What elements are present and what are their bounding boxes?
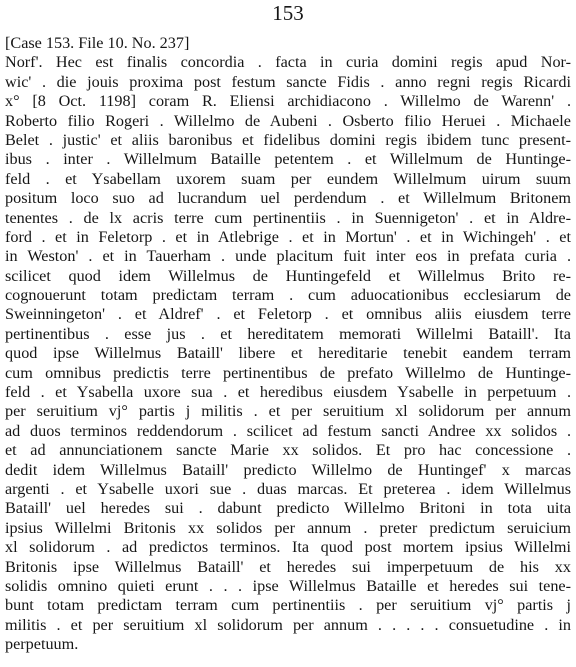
text-line: ford . et in Feletorp . et in Atlebrige . et in Mortun' . et in Wichingeh' . et [5, 227, 571, 246]
text-line: Roberto filio Rogeri . Willelmo de Aubeni . Osberto filio Heruei . Michaele [5, 111, 571, 130]
text-line: positum loco suo ad lucrandum uel perdendum . et Willelmum Britonem [5, 189, 571, 208]
text-line: Bataill' uel heredes sui . dabunt predicto Willelmo Britoni in tota uita [5, 499, 571, 518]
text-line: cognouerunt totam predictam terram . cum aduocationibus ecclesiarum de [5, 286, 571, 305]
text-line: ad duos terminos reddendorum . scilicet ad festum sancti Andree xx solidos . [5, 421, 571, 440]
text-line: x° [8 Oct. 1198] coram R. Eliensi archidiacono . Willelmo de Warenn' . [5, 92, 571, 111]
text-line: militis . et per seruitium xl solidorum per annum . . . . . consuetudine . in [5, 615, 571, 634]
text-line: tenentes . de lx acris terre cum pertinentiis . in Suennigeton' . et in Aldre- [5, 208, 571, 227]
text-line: feld . et Ysabellam uxorem suam per eundem Willelmum uirum suum [5, 169, 571, 188]
text-line: pertinentibus . esse jus . et hereditatem memorati Willelmi Bataill'. Ita [5, 324, 571, 343]
text-line: ipsius Willelmi Britonis xx solidos per annum . preter predictum seruicium [5, 518, 571, 537]
text-line: quod ipse Willelmus Bataill' libere et hereditarie tenebit eandem terram [5, 344, 571, 363]
text-line: Britonis ipse Willelmus Bataill' et heredes sui imperpetuum de his xx [5, 557, 571, 576]
text-line: feld . et Ysabella uxore sua . et heredibus eiusdem Ysabelle in perpetuum . [5, 383, 571, 402]
text-line: argenti . et Ysabelle uxori sue . duas marcas. Et preterea . idem Willelmus [5, 479, 571, 498]
text-line: xl solidorum . ad predictos terminos. Ita quod post mortem ipsius Willelmi [5, 538, 571, 557]
text-line: et ad annunciationem sancte Marie xx solidos. Et pro hac concessione . [5, 441, 571, 460]
text-line: perpetuum. [5, 635, 79, 654]
text-line: scilicet quod idem Willelmus de Huntingefeld et Willelmus Brito re- [5, 266, 571, 285]
record-header: [Case 153. File 10. No. 237] [5, 34, 190, 52]
page-number: 153 [272, 1, 304, 25]
text-line: per seruitium vj° partis j militis . et per seruitium xl solidorum per annum [5, 402, 571, 421]
text-line: dedit idem Willelmus Bataill' predicto Willelmo de Huntingef' x marcas [5, 460, 571, 479]
text-line: solidis omnino quieti erunt . . . ipse Willelmus Bataille et heredes sui tene- [5, 576, 571, 595]
text-line: Belet . justic' et aliis baronibus et fidelibus domini regis ibidem tunc present- [5, 130, 571, 149]
text-line: bunt totam predictam terram cum pertinentiis . per seruitium vj° partis j [5, 596, 571, 615]
text-line: wic' . die jouis proxima post festum sancte Fidis . anno regni regis Ricardi [5, 72, 571, 91]
text-line: Norf'. Hec est finalis concordia . facta in curia domini regis apud Nor- [5, 53, 571, 72]
text-line: ibus . inter . Willelmum Bataille petentem . et Willelmum de Huntinge- [5, 150, 571, 169]
text-line: Sweinningeton' . et Aldref' . et Feletorp . et omnibus aliis eiusdem terre [5, 305, 571, 324]
record-text [5, 34, 571, 655]
text-line: in Weston' . et in Tauerham . unde placitum fuit inter eos in prefata curia . [5, 247, 571, 266]
text-line: cum omnibus predictis terre pertinentibus de prefato Willelmo de Huntinge- [5, 363, 571, 382]
